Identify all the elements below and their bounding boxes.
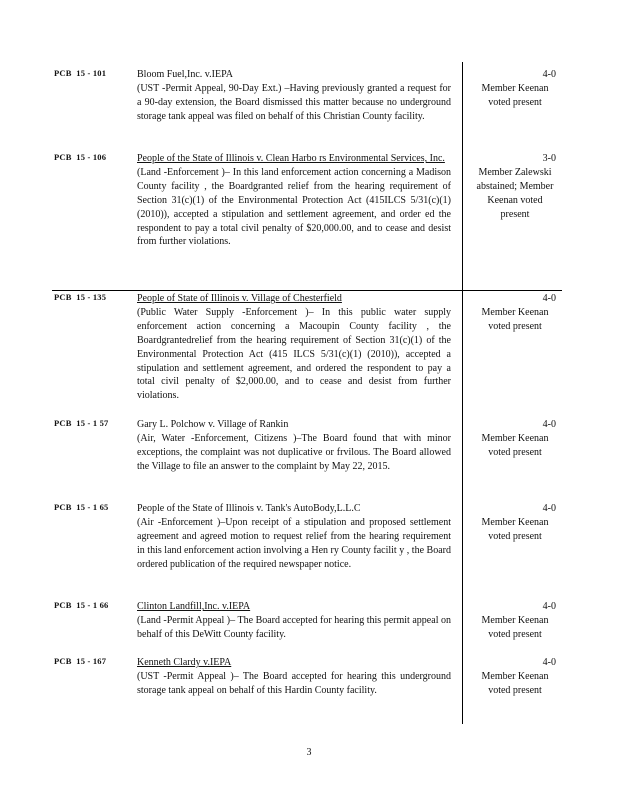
vote-tally: 4-0 (542, 657, 556, 668)
vote-note: Member Keenan voted present (481, 82, 549, 108)
docket-number: PCB 15 - 1 66 (54, 600, 109, 610)
vote-tally: 4-0 (542, 503, 556, 514)
vote-column (466, 502, 556, 544)
vote-column (466, 600, 556, 642)
docket-number: PCB 15 - 1 57 (54, 418, 109, 428)
vote-column (466, 418, 556, 460)
vote-note: Member Keenan voted present (481, 432, 549, 458)
vote-tally: 3-0 (542, 153, 556, 164)
vote-column (466, 68, 556, 110)
vote-note: Member Keenan voted present (481, 306, 549, 332)
vote-tally: 4-0 (542, 69, 556, 80)
docket-number: PCB 15 - 106 (54, 152, 107, 162)
docket-number: PCB 15 - 135 (54, 292, 107, 302)
entry-body (137, 152, 451, 249)
vote-note: Member Zalewski abstained; Member Keenan voted present (476, 166, 554, 220)
case-description: (Air, Water -Enforcement, Citizens )–The Board found that with minor exceptions, the complaint was not duplicative or frvilous. The Board allowed the Village to file an answer to the complaint by May 22, 2015. (137, 432, 451, 472)
case-title: Bloom Fuel,Inc. v.IEPA (137, 69, 233, 80)
entry-body (137, 600, 451, 642)
case-description: (Land -Permit Appeal )– The Board accepted for hearing this permit appeal on behalf of this DeWitt County facility. (137, 614, 451, 640)
case-description: (UST -Permit Appeal, 90-Day Ext.) –Having previously granted a request for a 90-day extension, the Board dismissed this matter because no underground storage tank appeal was filed on behalf of this Christian County facility. (137, 82, 451, 122)
case-description: (Land -Enforcement )– In this land enforcement action concerning a Madison County facility , the Boardgranted relief from the hearing requirement of Section 31(c)(1) of the Environmental Protection Act (415ILCS 5/31(c)(1) (2010)), accepted a stipulation and settlement agreement, and order ed the respondent to pay a total civil penalty of $20,000.00, and to cease and desist from further violations. (137, 166, 451, 248)
docket-number: PCB 15 - 1 65 (54, 502, 109, 512)
vote-tally: 4-0 (542, 601, 556, 612)
vote-column (466, 292, 556, 334)
case-title: Kenneth Clardy v.IEPA (137, 657, 232, 668)
case-description: (Public Water Supply -Enforcement )– In this public water supply enforcement action concerning a Macoupin County facility , the Boardgrantedrelief from the hearing requirement of Section 31(c)(1) of the Environmental Protection Act (415 ILCS 5/31(c)(1) (2010)), accepted a stipulation and settlement agreement, and ordered the respondent to pay a total civil penalty of $2,000.00, and to cease and desist from further violations. (137, 306, 451, 402)
column-divider (462, 62, 463, 724)
vote-tally: 4-0 (542, 293, 556, 304)
case-title: People of the State of Illinois v. Clean Harbo rs Environmental Services, Inc. (137, 153, 445, 164)
docket-number: PCB 15 - 167 (54, 656, 107, 666)
vote-note: Member Keenan voted present (481, 516, 549, 542)
case-title: Clinton Landfill,Inc. v.IEPA (137, 601, 251, 612)
entry-body (137, 656, 451, 698)
entry-body (137, 502, 451, 572)
vote-tally: 4-0 (542, 419, 556, 430)
entry-body (137, 68, 451, 124)
vote-column (466, 656, 556, 698)
section-rule (52, 290, 562, 291)
case-description: (UST -Permit Appeal )– The Board accepted for hearing this underground storage tank appeal on behalf of this Hardin County facility. (137, 670, 451, 696)
case-title: People of State of Illinois v. Village of Chesterfield (137, 293, 342, 304)
entry-body (137, 418, 451, 474)
case-title: Gary L. Polchow v. Village of Rankin (137, 419, 289, 430)
vote-note: Member Keenan voted present (481, 614, 549, 640)
page-number: 3 (306, 747, 312, 758)
vote-column (466, 152, 556, 222)
entry-body (137, 292, 451, 403)
case-title: People of the State of Illinois v. Tank's AutoBody,L.L.C (137, 503, 361, 514)
docket-number: PCB 15 - 101 (54, 68, 107, 78)
vote-note: Member Keenan voted present (481, 670, 549, 696)
case-description: (Air -Enforcement )–Upon receipt of a stipulation and proposed settlement agreement and agreed motion to request relief from the hearing requirement in this land enforcement action involving a Hen ry County facilit y , the Board ordered publication of the required newspaper notice. (137, 516, 451, 570)
